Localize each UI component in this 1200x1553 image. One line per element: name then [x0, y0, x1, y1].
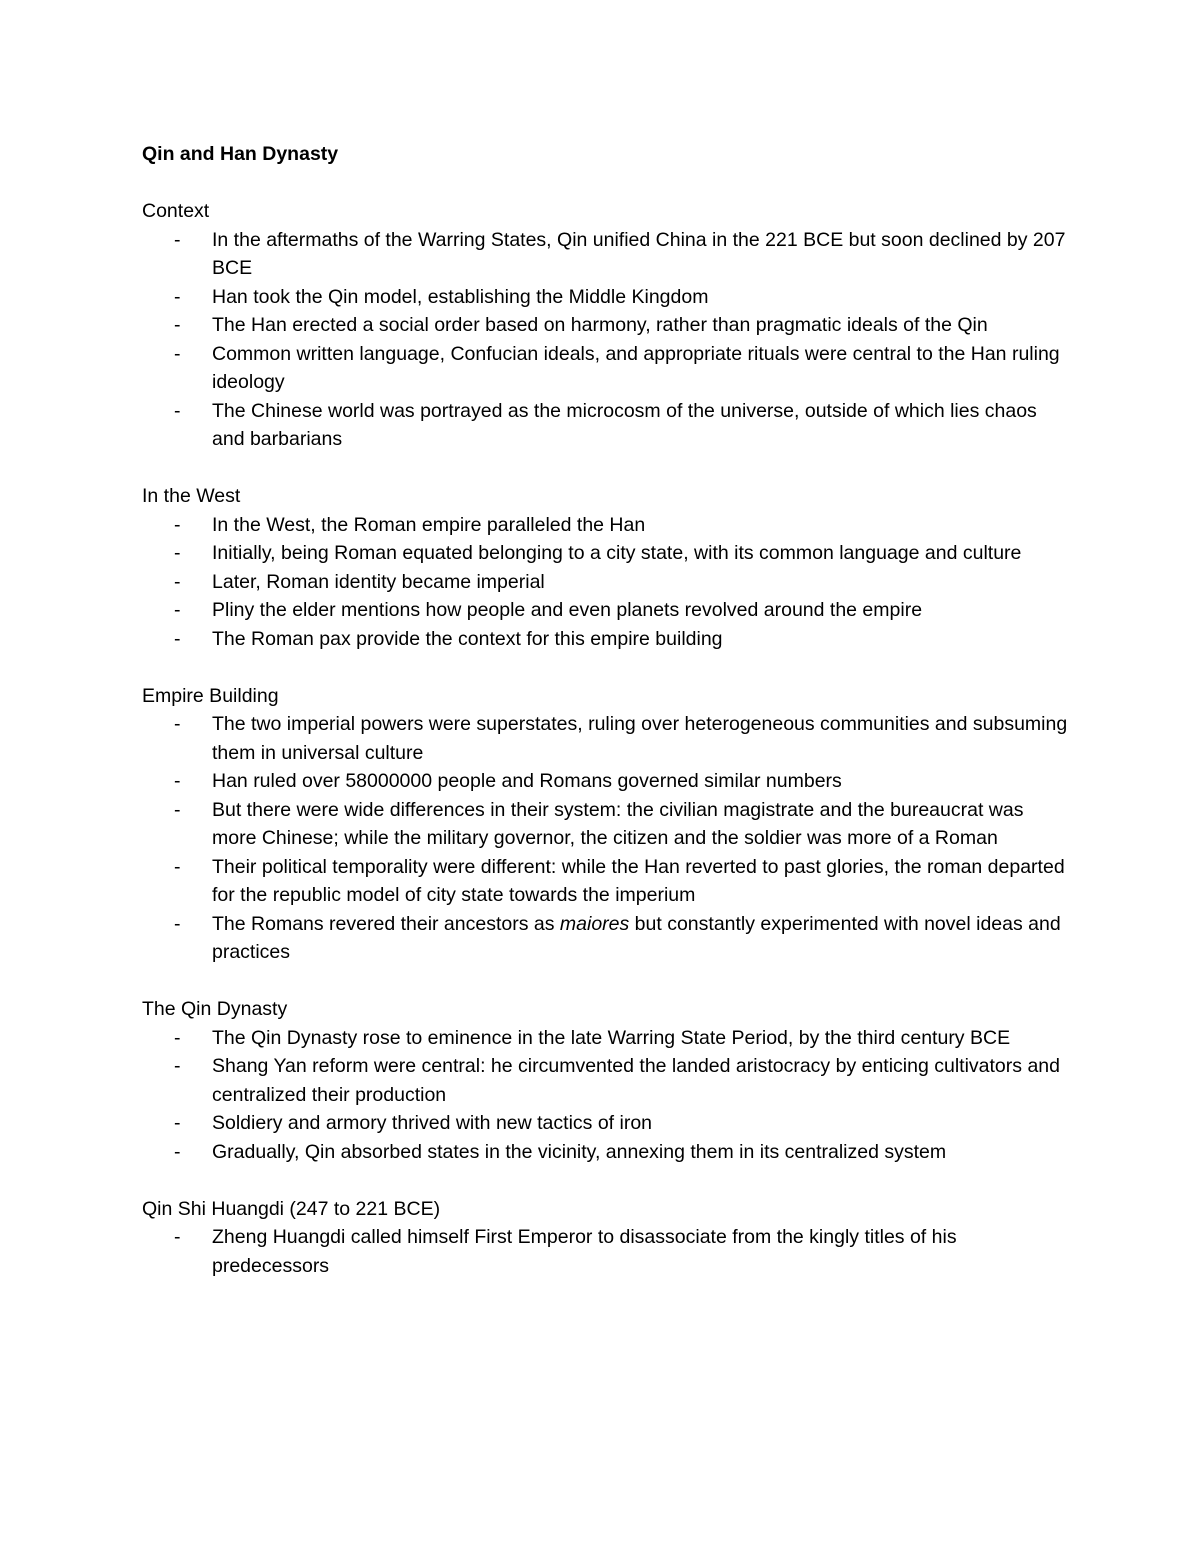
list-item-text: Han took the Qin model, establishing the Middle Kingdom: [212, 285, 709, 308]
bullet-dash: -: [174, 912, 181, 935]
list-item-text: Zheng Huangdi called himself First Emperor to disassociate from the kingly titles of his predecessors: [212, 1226, 957, 1277]
bullet-dash: -: [174, 285, 181, 308]
list-item: [142, 1223, 1072, 1280]
list-item: [142, 1024, 1072, 1053]
list-item: [142, 596, 1072, 625]
list-item: [142, 1138, 1072, 1167]
list-item: [142, 1109, 1072, 1138]
section-heading: Qin Shi Huangdi (247 to 221 BCE): [142, 1197, 441, 1220]
list-item-text: In the West, the Roman empire paralleled the Han: [212, 513, 646, 536]
list-item-text: The Roman pax provide the context for this empire building: [212, 627, 723, 650]
list-item-text: The two imperial powers were superstates, ruling over heterogeneous communities and subsuming them in universal culture: [212, 713, 1068, 764]
list-item-text: The Chinese world was portrayed as the microcosm of the universe, outside of which lies chaos and barbarians: [212, 399, 1037, 450]
bullet-dash: -: [174, 1055, 181, 1077]
section-qin-dynasty: [142, 995, 1072, 1166]
bullet-dash: -: [174, 399, 181, 422]
list-item: [142, 710, 1072, 767]
bullet-dash: -: [174, 228, 181, 251]
bullet-dash: -: [174, 513, 181, 536]
bullet-dash: -: [174, 542, 181, 564]
bullet-dash: -: [174, 1026, 181, 1049]
list-item-text: Han ruled over 58000000 people and Romans governed similar numbers: [212, 770, 842, 792]
list-item-text: But there were wide differences in their system: the civilian magistrate and the bureaucrat was more Chinese; while the military governor, the citizen and the soldier was more of a Roman: [212, 798, 1024, 849]
list-item-text: Later, Roman identity became imperial: [212, 570, 545, 593]
list-item: [142, 539, 1072, 568]
section-context: [142, 197, 1072, 454]
bullet-dash: -: [174, 798, 181, 821]
list-item: [142, 767, 1072, 796]
list-item: [142, 853, 1072, 910]
list-item-text: Soldiery and armory thrived with new tactics of iron: [212, 1112, 653, 1134]
list-item-text: Shang Yan reform were central: he circumvented the landed aristocracy by enticing cultivators and centralized their production: [212, 1055, 1060, 1106]
list-item-text: Gradually, Qin absorbed states in the vicinity, annexing them in its centralized system: [212, 1140, 947, 1163]
list-item: [142, 397, 1072, 454]
list-item-text: Pliny the elder mentions how people and even planets revolved around the empire: [212, 599, 923, 621]
section-empire-building: [142, 682, 1072, 967]
list-item-text-before: The Romans revered their ancestors as: [212, 912, 560, 935]
list-item: [142, 796, 1072, 853]
section-qin-shi-huangdi: [142, 1195, 1072, 1281]
bullet-dash: -: [174, 627, 181, 650]
list-item-text: Their political temporality were different: while the Han reverted to past glories, the roman departed for the republic model of city state towards the imperium: [212, 855, 1065, 906]
list-item: [142, 283, 1072, 312]
list-item: [142, 1052, 1072, 1109]
section-heading: Context: [142, 200, 210, 222]
section-heading: Empire Building: [142, 684, 279, 707]
list-item-text: Common written language, Confucian ideals, and appropriate rituals were central to the Han ruling ideology: [212, 342, 1060, 393]
bullet-dash: -: [174, 855, 181, 878]
section-heading: The Qin Dynasty: [142, 998, 288, 1020]
list-item: [142, 311, 1072, 340]
bullet-dash: -: [174, 1112, 181, 1134]
bullet-list: [142, 710, 1072, 967]
list-item-text: Initially, being Roman equated belonging to a city state, with its common language and culture: [212, 542, 1022, 564]
section-in-the-west: [142, 482, 1072, 653]
list-item-text-after: but constantly experimented with novel ideas and practices: [212, 912, 1061, 963]
list-item: [142, 226, 1072, 283]
list-item-text: The Qin Dynasty rose to eminence in the late Warring State Period, by the third century BCE: [212, 1026, 1011, 1049]
list-item: [142, 625, 1072, 654]
list-item-text: In the aftermaths of the Warring States, Qin unified China in the 221 BCE but soon declined by 207 BCE: [212, 228, 1066, 279]
list-item: [142, 568, 1072, 597]
list-item-emphasis: maiores: [559, 912, 630, 935]
bullet-dash: -: [174, 342, 181, 365]
document-page: [142, 140, 1072, 1309]
bullet-list: [142, 1024, 1072, 1167]
bullet-dash: -: [174, 570, 181, 593]
document-title: Qin and Han Dynasty: [142, 143, 339, 165]
bullet-dash: -: [174, 770, 181, 792]
bullet-list: [142, 511, 1072, 654]
bullet-dash: -: [174, 314, 181, 336]
bullet-dash: -: [174, 1226, 181, 1248]
bullet-dash: -: [174, 713, 181, 735]
list-item: [142, 340, 1072, 397]
section-heading: In the West: [142, 485, 241, 507]
bullet-dash: -: [174, 599, 181, 621]
bullet-dash: -: [174, 1140, 181, 1163]
list-item: [142, 511, 1072, 540]
list-item: [142, 910, 1072, 967]
bullet-list: [142, 226, 1072, 454]
bullet-list: [142, 1223, 1072, 1280]
list-item-text: The Han erected a social order based on harmony, rather than pragmatic ideals of the Qin: [212, 314, 988, 336]
